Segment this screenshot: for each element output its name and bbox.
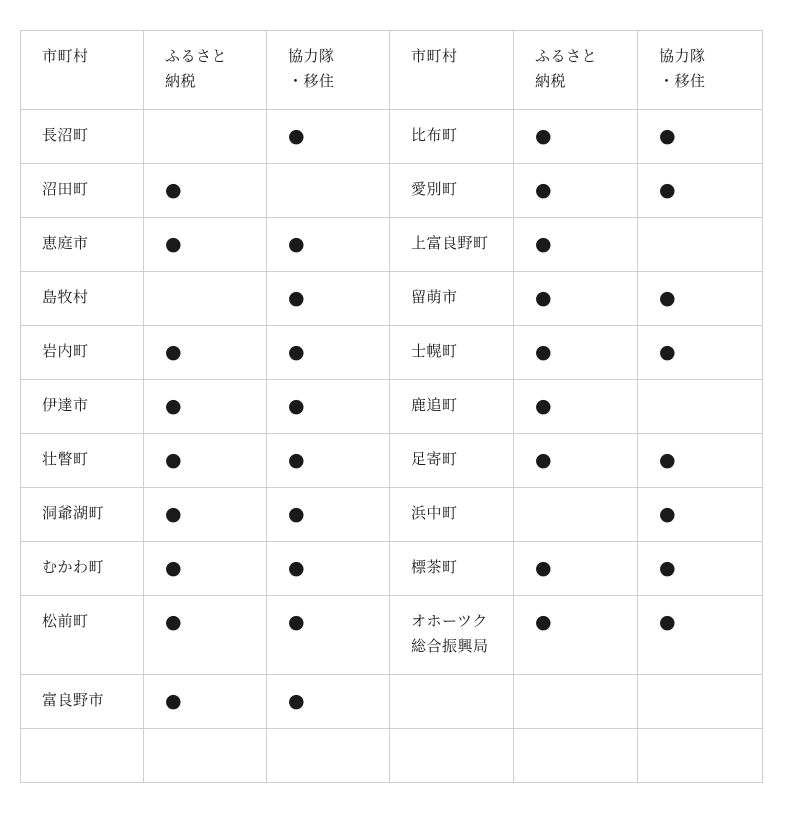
furusato-cell [144, 164, 267, 218]
table-row [21, 380, 763, 434]
dot-mark: ● [288, 611, 306, 633]
municipality-table [20, 30, 763, 783]
header-furusato-tax: ふるさと 納税 [144, 31, 267, 110]
furusato-cell [144, 596, 267, 675]
municipality-cell: 士幌町 [390, 326, 514, 380]
furusato-cell [514, 164, 638, 218]
furusato-cell [514, 218, 638, 272]
migration-cell [267, 380, 390, 434]
migration-cell [638, 272, 763, 326]
municipality-cell [390, 675, 514, 729]
dot-mark: ● [659, 179, 677, 201]
dot-mark: ● [659, 503, 677, 525]
table-row [21, 675, 763, 729]
municipality-cell [21, 729, 144, 783]
municipality-cell: オホーツク 総合振興局 [390, 596, 514, 675]
table-row [21, 164, 763, 218]
municipality-cell: 浜中町 [390, 488, 514, 542]
furusato-cell [514, 272, 638, 326]
table-row [21, 272, 763, 326]
furusato-cell [144, 729, 267, 783]
migration-cell [267, 164, 390, 218]
migration-cell [267, 542, 390, 596]
dot-mark: ● [659, 287, 677, 309]
dot-mark: ● [535, 449, 553, 471]
dot-mark: ● [165, 341, 183, 363]
municipality-cell [390, 729, 514, 783]
municipality-cell: むかわ町 [21, 542, 144, 596]
dot-mark: ● [288, 557, 306, 579]
municipality-cell: 留萌市 [390, 272, 514, 326]
municipality-cell: 足寄町 [390, 434, 514, 488]
table-row [21, 596, 763, 675]
migration-cell [638, 434, 763, 488]
municipality-cell: 洞爺湖町 [21, 488, 144, 542]
dot-mark: ● [288, 395, 306, 417]
dot-mark: ● [535, 233, 553, 255]
municipality-cell: 愛別町 [390, 164, 514, 218]
furusato-cell [514, 488, 638, 542]
furusato-cell [144, 272, 267, 326]
dot-mark: ● [288, 233, 306, 255]
dot-mark: ● [659, 125, 677, 147]
migration-cell [267, 596, 390, 675]
dot-mark: ● [535, 395, 553, 417]
dot-mark: ● [288, 503, 306, 525]
dot-mark: ● [535, 125, 553, 147]
furusato-cell [144, 434, 267, 488]
municipality-cell: 上富良野町 [390, 218, 514, 272]
municipality-cell: 富良野市 [21, 675, 144, 729]
migration-cell [638, 675, 763, 729]
table-row [21, 434, 763, 488]
dot-mark: ● [288, 690, 306, 712]
municipality-cell: 松前町 [21, 596, 144, 675]
table-row [21, 326, 763, 380]
migration-cell [267, 434, 390, 488]
furusato-cell [514, 110, 638, 164]
municipality-cell: 伊達市 [21, 380, 144, 434]
dot-mark: ● [165, 449, 183, 471]
dot-mark: ● [165, 557, 183, 579]
migration-cell [638, 596, 763, 675]
header-cooperation-migration: 協力隊 ・移住 [267, 31, 390, 110]
dot-mark: ● [288, 449, 306, 471]
municipality-cell: 長沼町 [21, 110, 144, 164]
dot-mark: ● [535, 557, 553, 579]
dot-mark: ● [659, 449, 677, 471]
header-municipality: 市町村 [390, 31, 514, 110]
migration-cell [267, 272, 390, 326]
municipality-cell: 鹿追町 [390, 380, 514, 434]
furusato-cell [514, 434, 638, 488]
dot-mark: ● [288, 125, 306, 147]
dot-mark: ● [535, 179, 553, 201]
migration-cell [638, 326, 763, 380]
municipality-cell: 島牧村 [21, 272, 144, 326]
migration-cell [267, 326, 390, 380]
dot-mark: ● [165, 611, 183, 633]
header-cooperation-migration: 協力隊 ・移住 [638, 31, 763, 110]
dot-mark: ● [535, 611, 553, 633]
migration-cell [267, 488, 390, 542]
migration-cell [638, 164, 763, 218]
migration-cell [638, 542, 763, 596]
furusato-cell [144, 326, 267, 380]
dot-mark: ● [535, 341, 553, 363]
municipality-cell: 岩内町 [21, 326, 144, 380]
table-row [21, 218, 763, 272]
migration-cell [638, 218, 763, 272]
dot-mark: ● [165, 395, 183, 417]
dot-mark: ● [535, 287, 553, 309]
furusato-cell [144, 110, 267, 164]
table-row-empty [21, 729, 763, 783]
dot-mark: ● [659, 557, 677, 579]
municipality-cell: 沼田町 [21, 164, 144, 218]
furusato-cell [144, 488, 267, 542]
migration-cell [638, 729, 763, 783]
furusato-cell [514, 675, 638, 729]
dot-mark: ● [165, 690, 183, 712]
municipality-cell: 比布町 [390, 110, 514, 164]
dot-mark: ● [165, 179, 183, 201]
table-row [21, 110, 763, 164]
furusato-cell [144, 380, 267, 434]
furusato-cell [514, 380, 638, 434]
header-furusato-tax: ふるさと 納税 [514, 31, 638, 110]
migration-cell [267, 675, 390, 729]
dot-mark: ● [288, 287, 306, 309]
dot-mark: ● [165, 233, 183, 255]
migration-cell [638, 110, 763, 164]
municipality-cell: 壮瞥町 [21, 434, 144, 488]
furusato-cell [514, 542, 638, 596]
dot-mark: ● [165, 503, 183, 525]
municipality-cell: 標茶町 [390, 542, 514, 596]
table-header-row [21, 31, 763, 110]
furusato-cell [514, 326, 638, 380]
migration-cell [638, 380, 763, 434]
migration-cell [638, 488, 763, 542]
migration-cell [267, 729, 390, 783]
municipality-cell: 恵庭市 [21, 218, 144, 272]
dot-mark: ● [659, 611, 677, 633]
header-municipality: 市町村 [21, 31, 144, 110]
dot-mark: ● [288, 341, 306, 363]
dot-mark: ● [659, 341, 677, 363]
furusato-cell [514, 729, 638, 783]
furusato-cell [144, 218, 267, 272]
table-row [21, 488, 763, 542]
furusato-cell [144, 542, 267, 596]
furusato-cell [514, 596, 638, 675]
furusato-cell [144, 675, 267, 729]
migration-cell [267, 110, 390, 164]
table-row [21, 542, 763, 596]
migration-cell [267, 218, 390, 272]
